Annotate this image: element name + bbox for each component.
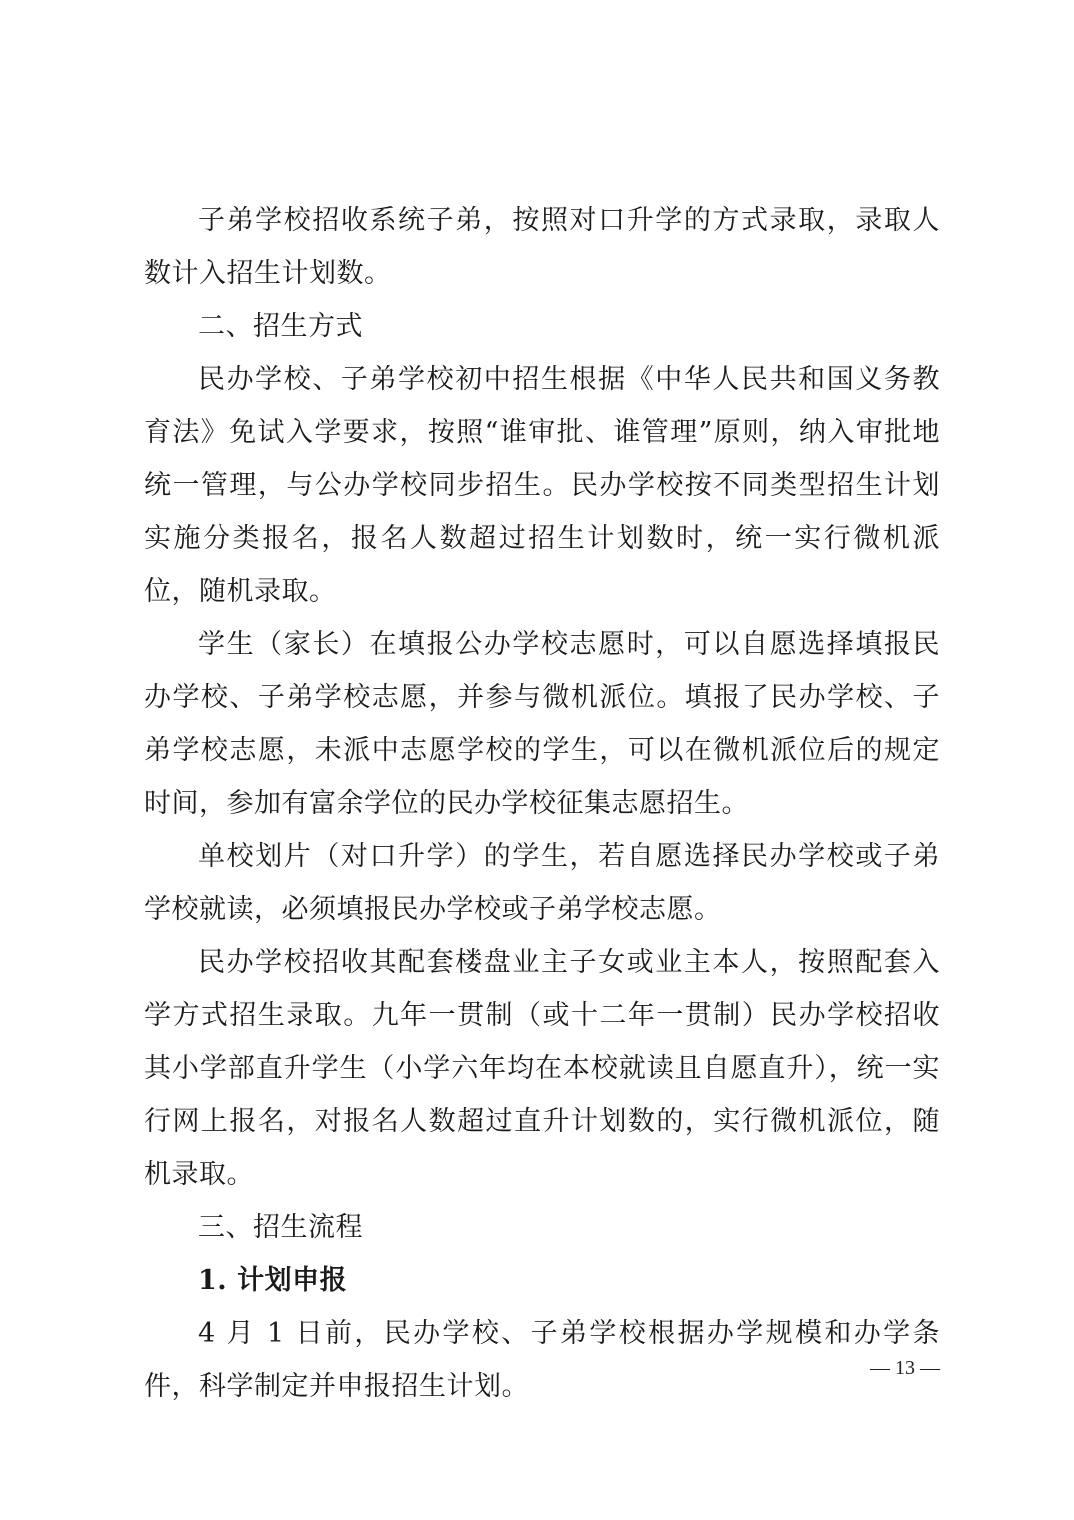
paragraph-property-owner-enrollment: 民办学校招收其配套楼盘业主子女或业主本人，按照配套入学方式招生录取。九年一贯制（或十二年一贯制）民办学校招收其小学部直升学生（小学六年均在本校就读且自愿直升），统一实行网上报名，对报名人数超过直升计划数的，实行微机派位，随机录取。 [144, 947, 940, 1190]
paragraph-admission-system-children: 子弟学校招收系统子弟，按照对口升学的方式录取，录取人数计入招生计划数。 [144, 205, 940, 289]
paragraph-parent-application: 学生（家长）在填报公办学校志愿时，可以自愿选择填报民办学校、子弟学校志愿，并参与微机派位。填报了民办学校、子弟学校志愿，未派中志愿学校的学生，可以在微机派位后的规定时间，参加有富余学位的民办学校征集志愿招生。 [144, 629, 940, 819]
section-heading-admission-method: 二、招生方式 [198, 311, 363, 342]
section-heading-admission-process: 三、招生流程 [198, 1212, 363, 1243]
paragraph-private-school-enrollment: 民办学校、子弟学校初中招生根据《中华人民共和国义务教育法》免试入学要求，按照“谁审批、谁管理”原则，纳入审批地统一管理，与公办学校同步招生。民办学校按不同类型招生计划实施分类报名，报名人数超过招生计划数时，统一实行微机派位，随机录取。 [144, 364, 940, 607]
page-number: — 13 — [870, 1357, 940, 1379]
subsection-heading-plan-submission: 1. 计划申报 [198, 1265, 348, 1296]
paragraph-plan-deadline: 4 月 1 日前，民办学校、子弟学校根据办学规模和办学条件，科学制定并申报招生计划。 [144, 1318, 940, 1402]
document-body [144, 194, 940, 1413]
paragraph-single-zone-students: 单校划片（对口升学）的学生，若自愿选择民办学校或子弟学校就读，必须填报民办学校或子弟学校志愿。 [144, 841, 940, 925]
